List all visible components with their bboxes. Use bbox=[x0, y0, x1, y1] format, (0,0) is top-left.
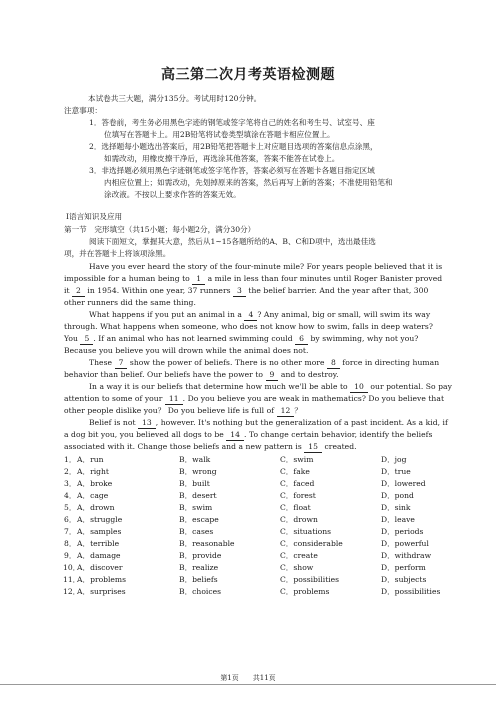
blank-number: 5 bbox=[80, 334, 93, 345]
option-d: D．sink bbox=[381, 503, 411, 512]
option-c: C．faced bbox=[280, 479, 315, 488]
option-b: B．wrong bbox=[179, 467, 217, 476]
page-footer: 第1页 共11页 bbox=[220, 674, 276, 682]
option-a: A．run bbox=[77, 455, 104, 464]
option-b: B．walk bbox=[179, 455, 211, 464]
question-number: 11． bbox=[63, 575, 81, 584]
notice-heading: 注意事项： bbox=[64, 106, 102, 115]
notice-line: 涂改液。不按以上要求作答的答案无效。 bbox=[104, 190, 241, 199]
passage-text: our potential. So pay bbox=[367, 382, 452, 391]
passage-line bbox=[89, 418, 448, 429]
option-d: D．true bbox=[381, 467, 411, 476]
option-b: B．realize bbox=[179, 563, 219, 572]
instruction-line: 阅读下面短文，掌握其大意，然后从1~15各题所给的A、B、C和D项中，选出最佳选 bbox=[89, 237, 376, 246]
option-a: A．broke bbox=[77, 479, 113, 488]
blank-number: 6 bbox=[295, 334, 308, 345]
option-b: B．built bbox=[179, 479, 210, 488]
passage-text: associated with it. Change those beliefs and a new pattern is bbox=[64, 442, 305, 451]
passage-text: . If an animal who has not learned swimming could bbox=[93, 334, 296, 343]
option-d: D．pond bbox=[381, 491, 414, 500]
option-c: C．problems bbox=[280, 587, 330, 596]
exam-intro: 本试卷共三大题，满分135分。考试用时120分钟。 bbox=[88, 94, 262, 103]
passage-line bbox=[64, 394, 444, 405]
passage-text: ？ bbox=[294, 406, 302, 415]
notice-line: 位填写在答题卡上。用2B铅笔将试卷类型填涂在答题卡相应位置上。 bbox=[104, 130, 335, 139]
passage-line bbox=[64, 442, 357, 453]
blank-number: 8 bbox=[327, 358, 340, 369]
option-c: C．create bbox=[280, 551, 318, 560]
option-d: D．perform bbox=[381, 563, 426, 572]
passage-line bbox=[89, 382, 452, 393]
passage-text: . To change certain behavior, identify the beliefs bbox=[244, 430, 433, 439]
option-a: A．right bbox=[77, 467, 109, 476]
option-a: A．cage bbox=[77, 491, 109, 500]
passage-text: Belief is not bbox=[89, 418, 139, 427]
passage-text: ? Any animal, big or small, will swim its way bbox=[257, 310, 431, 319]
passage-text: attention to some of your bbox=[64, 394, 165, 403]
option-c: C．swim bbox=[280, 455, 314, 464]
option-d: D．lowered bbox=[381, 479, 426, 488]
option-c: C．situations bbox=[280, 527, 332, 536]
option-b: B．reasonable bbox=[179, 539, 235, 548]
passage-text: impossible for a human being to bbox=[64, 274, 193, 283]
option-d: D．jog bbox=[381, 455, 407, 464]
option-c: C．considerable bbox=[280, 539, 343, 548]
option-d: D．leave bbox=[381, 515, 415, 524]
passage-text: a dog bit you, you believed all dogs to be bbox=[64, 430, 227, 439]
passage-text: , however. It's nothing but the generalization of a past incident. As a kid, if bbox=[155, 418, 448, 427]
blank-number: 2 bbox=[72, 286, 85, 297]
blank-number: 3 bbox=[233, 286, 246, 297]
passage-line bbox=[64, 430, 432, 441]
question-number: 6． bbox=[64, 515, 77, 524]
footer-divider bbox=[0, 684, 496, 685]
section-heading: Ⅰ语言知识及应用 bbox=[66, 212, 123, 221]
passage-line bbox=[64, 274, 442, 285]
passage-line bbox=[64, 346, 309, 356]
option-a: A．struggle bbox=[77, 515, 123, 524]
blank-number: 4 bbox=[244, 310, 257, 321]
blank-number: 7 bbox=[115, 358, 128, 369]
passage-text: behavior than belief. Our beliefs have the power to bbox=[64, 370, 266, 379]
page-title: 高三第二次月考英语检测题 bbox=[161, 67, 335, 83]
passage-text: other runners did the same thing. bbox=[64, 298, 196, 307]
blank-number: 10 bbox=[350, 382, 368, 393]
instruction-line: 项，并在答题卡上将该项涂黑。 bbox=[64, 249, 171, 258]
option-d: D．subjects bbox=[381, 575, 427, 584]
question-number: 10． bbox=[63, 563, 81, 572]
notice-line: 1．答卷前，考生务必用黑色字迹的钢笔或签字笔将自己的姓名和考生号、试室号、座 bbox=[89, 118, 375, 127]
option-a: A．samples bbox=[77, 527, 122, 536]
option-a: A．terrible bbox=[77, 539, 120, 548]
notice-line: 2．选择题每小题选出答案后，用2B铅笔把答题卡上对应题目选项的答案信息点涂黑， bbox=[89, 142, 378, 151]
passage-text: through. What happens when someone, who does not know how to swim, falls in deep waters? bbox=[64, 322, 433, 331]
passage-text: other people dislike you？ Do you believe life is full of bbox=[64, 406, 277, 415]
option-a: A．surprises bbox=[77, 587, 126, 596]
option-c: C．drown bbox=[280, 515, 318, 524]
option-b: B．swim bbox=[179, 503, 213, 512]
passage-line bbox=[89, 310, 430, 321]
passage-text: Have you ever heard the story of the four-minute mile? For years people believed that it is bbox=[89, 262, 443, 271]
blank-number: 11 bbox=[165, 394, 183, 405]
blank-number: 9 bbox=[266, 370, 279, 381]
blank-number: 1 bbox=[192, 274, 205, 285]
part-heading: 第一节 完形填空（共15小题；每小题2分，满分30分） bbox=[64, 225, 256, 234]
option-a: A．drown bbox=[77, 503, 115, 512]
option-b: B．escape bbox=[179, 515, 219, 524]
passage-text: In a way it is our beliefs that determine how much we'll be able to bbox=[89, 382, 351, 391]
option-d: D．possibilities bbox=[381, 587, 441, 596]
question-number: 2． bbox=[64, 467, 77, 476]
passage-text: show the power of beliefs. There is no other more bbox=[127, 358, 328, 367]
option-d: D．periods bbox=[381, 527, 424, 536]
passage-line bbox=[64, 406, 302, 417]
option-a: A．problems bbox=[77, 575, 127, 584]
question-number: 3． bbox=[64, 479, 77, 488]
passage-text: You bbox=[64, 334, 81, 343]
passage-text: it bbox=[64, 286, 73, 295]
option-d: D．withdraw bbox=[381, 551, 432, 560]
blank-number: 14 bbox=[226, 430, 244, 441]
question-number: 5． bbox=[64, 503, 77, 512]
passage-line bbox=[64, 370, 339, 381]
question-number: 4． bbox=[64, 491, 77, 500]
passage-text: in 1954. Within one year, 37 runners bbox=[84, 286, 234, 295]
option-a: A．damage bbox=[77, 551, 121, 560]
passage-text: These bbox=[89, 358, 115, 367]
option-c: C．float bbox=[280, 503, 311, 512]
question-number: 12． bbox=[63, 587, 81, 596]
option-c: C．possibilities bbox=[280, 575, 340, 584]
passage-line bbox=[64, 322, 433, 332]
option-b: B．cases bbox=[179, 527, 214, 536]
notice-line: 内相应位置上；如需改动，先划掉原来的答案，然后再写上新的答案；不准使用铅笔和 bbox=[104, 178, 393, 187]
option-b: B．beliefs bbox=[179, 575, 218, 584]
passage-line bbox=[89, 262, 442, 272]
option-b: B．desert bbox=[179, 491, 217, 500]
passage-text: the belief barrier. And the year after that, 300 bbox=[245, 286, 429, 295]
passage-text: . Do you believe you are weak in mathematics? Do you believe that bbox=[182, 394, 445, 403]
blank-number: 13 bbox=[138, 418, 156, 429]
option-b: B．choices bbox=[179, 587, 221, 596]
notice-line: 如需改动，用橡皮擦干净后，再选涂其他答案，答案不能答在试卷上。 bbox=[104, 154, 340, 163]
passage-text: a mile in less than four minutes until Roger Banister proved bbox=[205, 274, 443, 283]
option-c: C．fake bbox=[280, 467, 310, 476]
option-c: C．show bbox=[280, 563, 314, 572]
passage-text: Because you believe you will drown while the animal does not. bbox=[64, 346, 309, 355]
question-number: 9． bbox=[64, 551, 77, 560]
question-number: 7． bbox=[64, 527, 77, 536]
passage-line bbox=[64, 286, 428, 297]
passage-text: and to destroy. bbox=[278, 370, 339, 379]
blank-number: 12 bbox=[277, 406, 295, 417]
question-number: 1． bbox=[64, 455, 77, 464]
option-d: D．powerful bbox=[381, 539, 429, 548]
passage-text: force in directing human bbox=[339, 358, 440, 367]
passage-text: by swimming, why not you? bbox=[308, 334, 419, 343]
passage-text: created. bbox=[322, 442, 357, 451]
blank-number: 15 bbox=[304, 442, 322, 453]
passage-line bbox=[89, 358, 439, 369]
notice-line: 3．非选择题必须用黑色字迹钢笔或签字笔作答，答案必须写在答题卡各题目指定区域 bbox=[89, 166, 375, 175]
passage-line bbox=[64, 298, 196, 308]
passage-text: What happens if you put an animal in a bbox=[89, 310, 245, 319]
question-number: 8． bbox=[64, 539, 77, 548]
passage-line bbox=[64, 334, 418, 345]
option-c: C．forest bbox=[280, 491, 316, 500]
option-a: A．discover bbox=[77, 563, 123, 572]
option-b: B．provide bbox=[179, 551, 222, 560]
